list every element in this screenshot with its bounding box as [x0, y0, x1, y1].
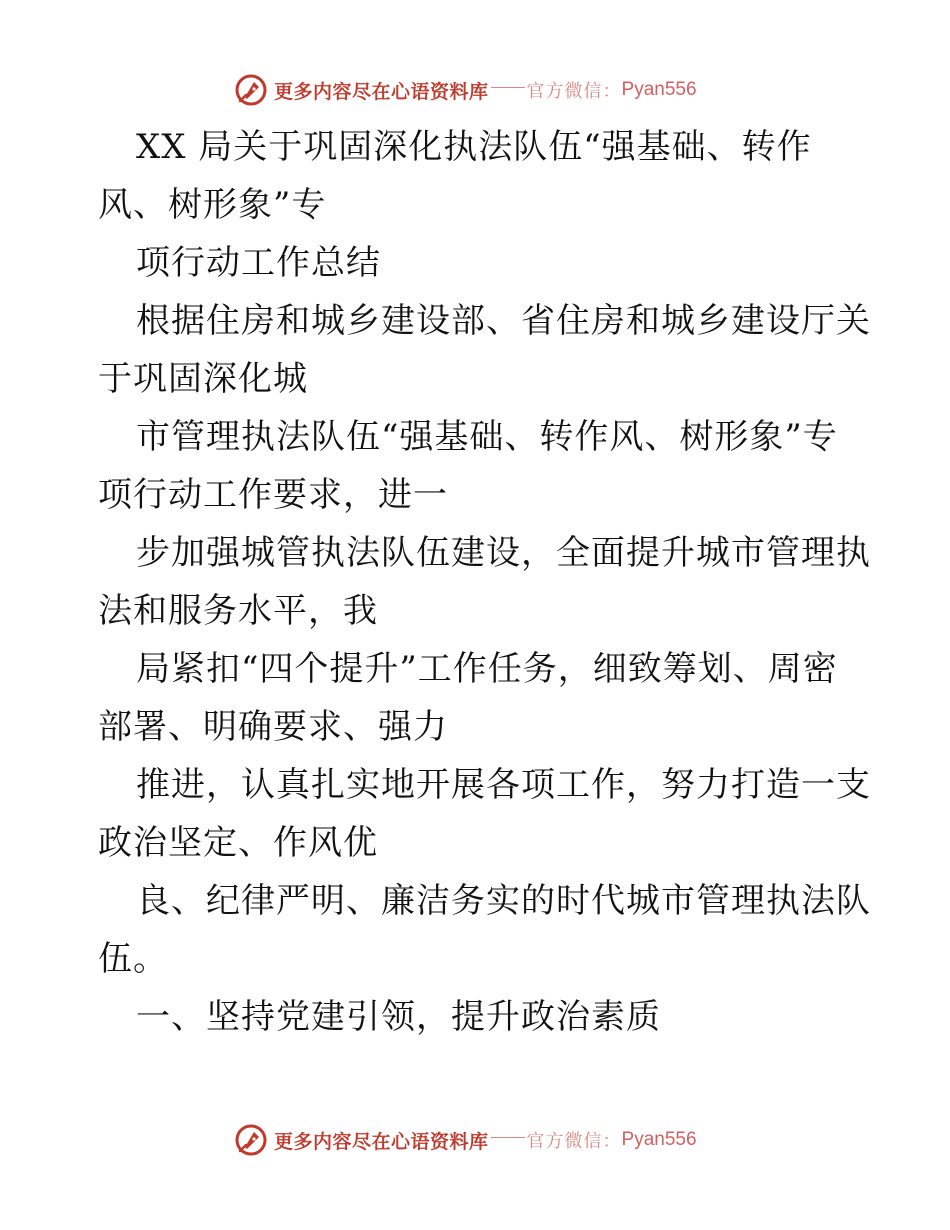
- watermark-dash: [491, 87, 525, 88]
- watermark-subtitle: 官方微信：: [526, 1131, 622, 1152]
- paragraph-line: 政治坚定、作风优: [98, 823, 378, 863]
- paragraph-line: 推进，认真扎实地开展各项工作，努力打造一支: [136, 765, 871, 805]
- paragraph-line: 局紧扣“四个提升”工作任务，细致筹划、周密: [136, 649, 838, 689]
- paragraph-line: 良、纪律严明、廉洁务实的时代城市管理执法队: [136, 881, 871, 921]
- paragraph-line: 步加强城管执法队伍建设，全面提升城市管理执: [136, 533, 871, 573]
- pen-nib-logo-icon: [234, 73, 268, 107]
- paragraph-line: 于巩固深化城: [98, 359, 308, 399]
- title-line-2: 风、树形象”专: [98, 185, 327, 225]
- title-line-1: XX 局关于巩固深化执法队伍“强基础、转作: [136, 127, 812, 167]
- paragraph-line: 项行动工作要求，进一: [98, 475, 448, 515]
- document-body: [98, 118, 871, 1046]
- footer-watermark: [234, 1122, 697, 1158]
- watermark-text: 更多内容尽在心语资料库: [274, 1130, 489, 1153]
- paragraph-line: 根据住房和城乡建设部、省住房和城乡建设厅关: [136, 301, 871, 341]
- watermark-dash: [491, 1137, 525, 1138]
- paragraph-line: 伍。: [98, 939, 168, 979]
- pen-nib-logo-icon: [234, 1123, 268, 1157]
- watermark-id: Pyan556: [621, 79, 697, 100]
- paragraph-line: 市管理执法队伍“强基础、转作风、树形象”专: [136, 417, 838, 457]
- section-heading: 一、坚持党建引领，提升政治素质: [136, 997, 661, 1037]
- watermark-id: Pyan556: [621, 1129, 697, 1150]
- title-line-3: 项行动工作总结: [136, 243, 381, 283]
- watermark-subtitle: 官方微信：: [526, 81, 622, 102]
- paragraph-line: 部署、明确要求、强力: [98, 707, 448, 747]
- watermark-text: 更多内容尽在心语资料库: [274, 80, 489, 103]
- header-watermark: [234, 72, 697, 108]
- paragraph-line: 法和服务水平，我: [98, 591, 378, 631]
